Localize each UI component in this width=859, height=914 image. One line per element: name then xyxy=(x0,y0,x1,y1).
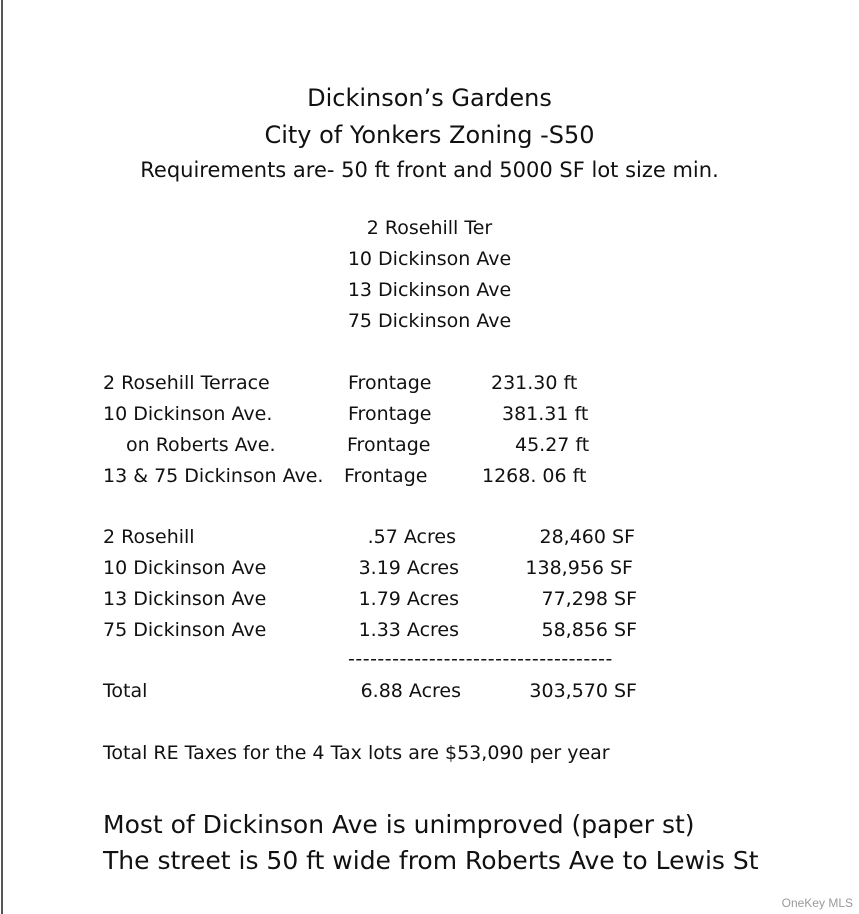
zoning-line: City of Yonkers Zoning -S50 xyxy=(264,121,595,149)
total-divider: ------------------------------------ xyxy=(348,648,613,670)
note-line: Most of Dickinson Ave is unimproved (paper st) xyxy=(103,810,695,839)
total-label: Total xyxy=(103,680,148,702)
total-acres: 6.88 Acres xyxy=(360,680,461,702)
frontage-label: Frontage xyxy=(348,403,432,425)
area-acres: 3.19 Acres xyxy=(358,557,459,579)
taxes-line: Total RE Taxes for the 4 Tax lots are $53,090 per year xyxy=(103,742,610,764)
area-property: 2 Rosehill xyxy=(103,526,195,548)
address-item: 2 Rosehill Ter xyxy=(366,217,493,239)
area-sf: 58,856 SF xyxy=(541,619,637,641)
frontage-label: Frontage xyxy=(344,465,428,487)
area-property: 75 Dickinson Ave xyxy=(103,619,267,641)
frontage-property: 2 Rosehill Terrace xyxy=(103,372,270,394)
area-sf: 77,298 SF xyxy=(541,588,637,610)
frontage-value: 381.31 ft xyxy=(502,403,589,425)
requirements-line: Requirements are- 50 ft front and 5000 SF lot size min. xyxy=(140,158,719,182)
total-sf: 303,570 SF xyxy=(529,680,637,702)
area-acres: 1.79 Acres xyxy=(358,588,459,610)
frontage-property: 10 Dickinson Ave. xyxy=(103,403,273,425)
area-sf: 28,460 SF xyxy=(539,526,635,548)
area-acres: 1.33 Acres xyxy=(358,619,459,641)
frontage-value: 1268. 06 ft xyxy=(482,465,587,487)
address-item: 10 Dickinson Ave xyxy=(347,248,512,270)
frontage-value: 45.27 ft xyxy=(515,434,590,456)
area-sf: 138,956 SF xyxy=(525,557,633,579)
address-item: 75 Dickinson Ave xyxy=(347,310,512,332)
area-acres: .57 Acres xyxy=(367,526,456,548)
area-property: 13 Dickinson Ave xyxy=(103,588,267,610)
frontage-value: 231.30 ft xyxy=(491,372,578,394)
frontage-label: Frontage xyxy=(347,434,431,456)
watermark: OneKey MLS xyxy=(781,896,853,910)
frontage-property: 13 & 75 Dickinson Ave. xyxy=(103,465,324,487)
frontage-label: Frontage xyxy=(348,372,432,394)
area-property: 10 Dickinson Ave xyxy=(103,557,267,579)
note-line: The street is 50 ft wide from Roberts Ave to Lewis St xyxy=(103,846,759,875)
address-item: 13 Dickinson Ave xyxy=(347,279,512,301)
document-title: Dickinson’s Gardens xyxy=(307,84,552,112)
frontage-property: on Roberts Ave. xyxy=(126,434,276,456)
